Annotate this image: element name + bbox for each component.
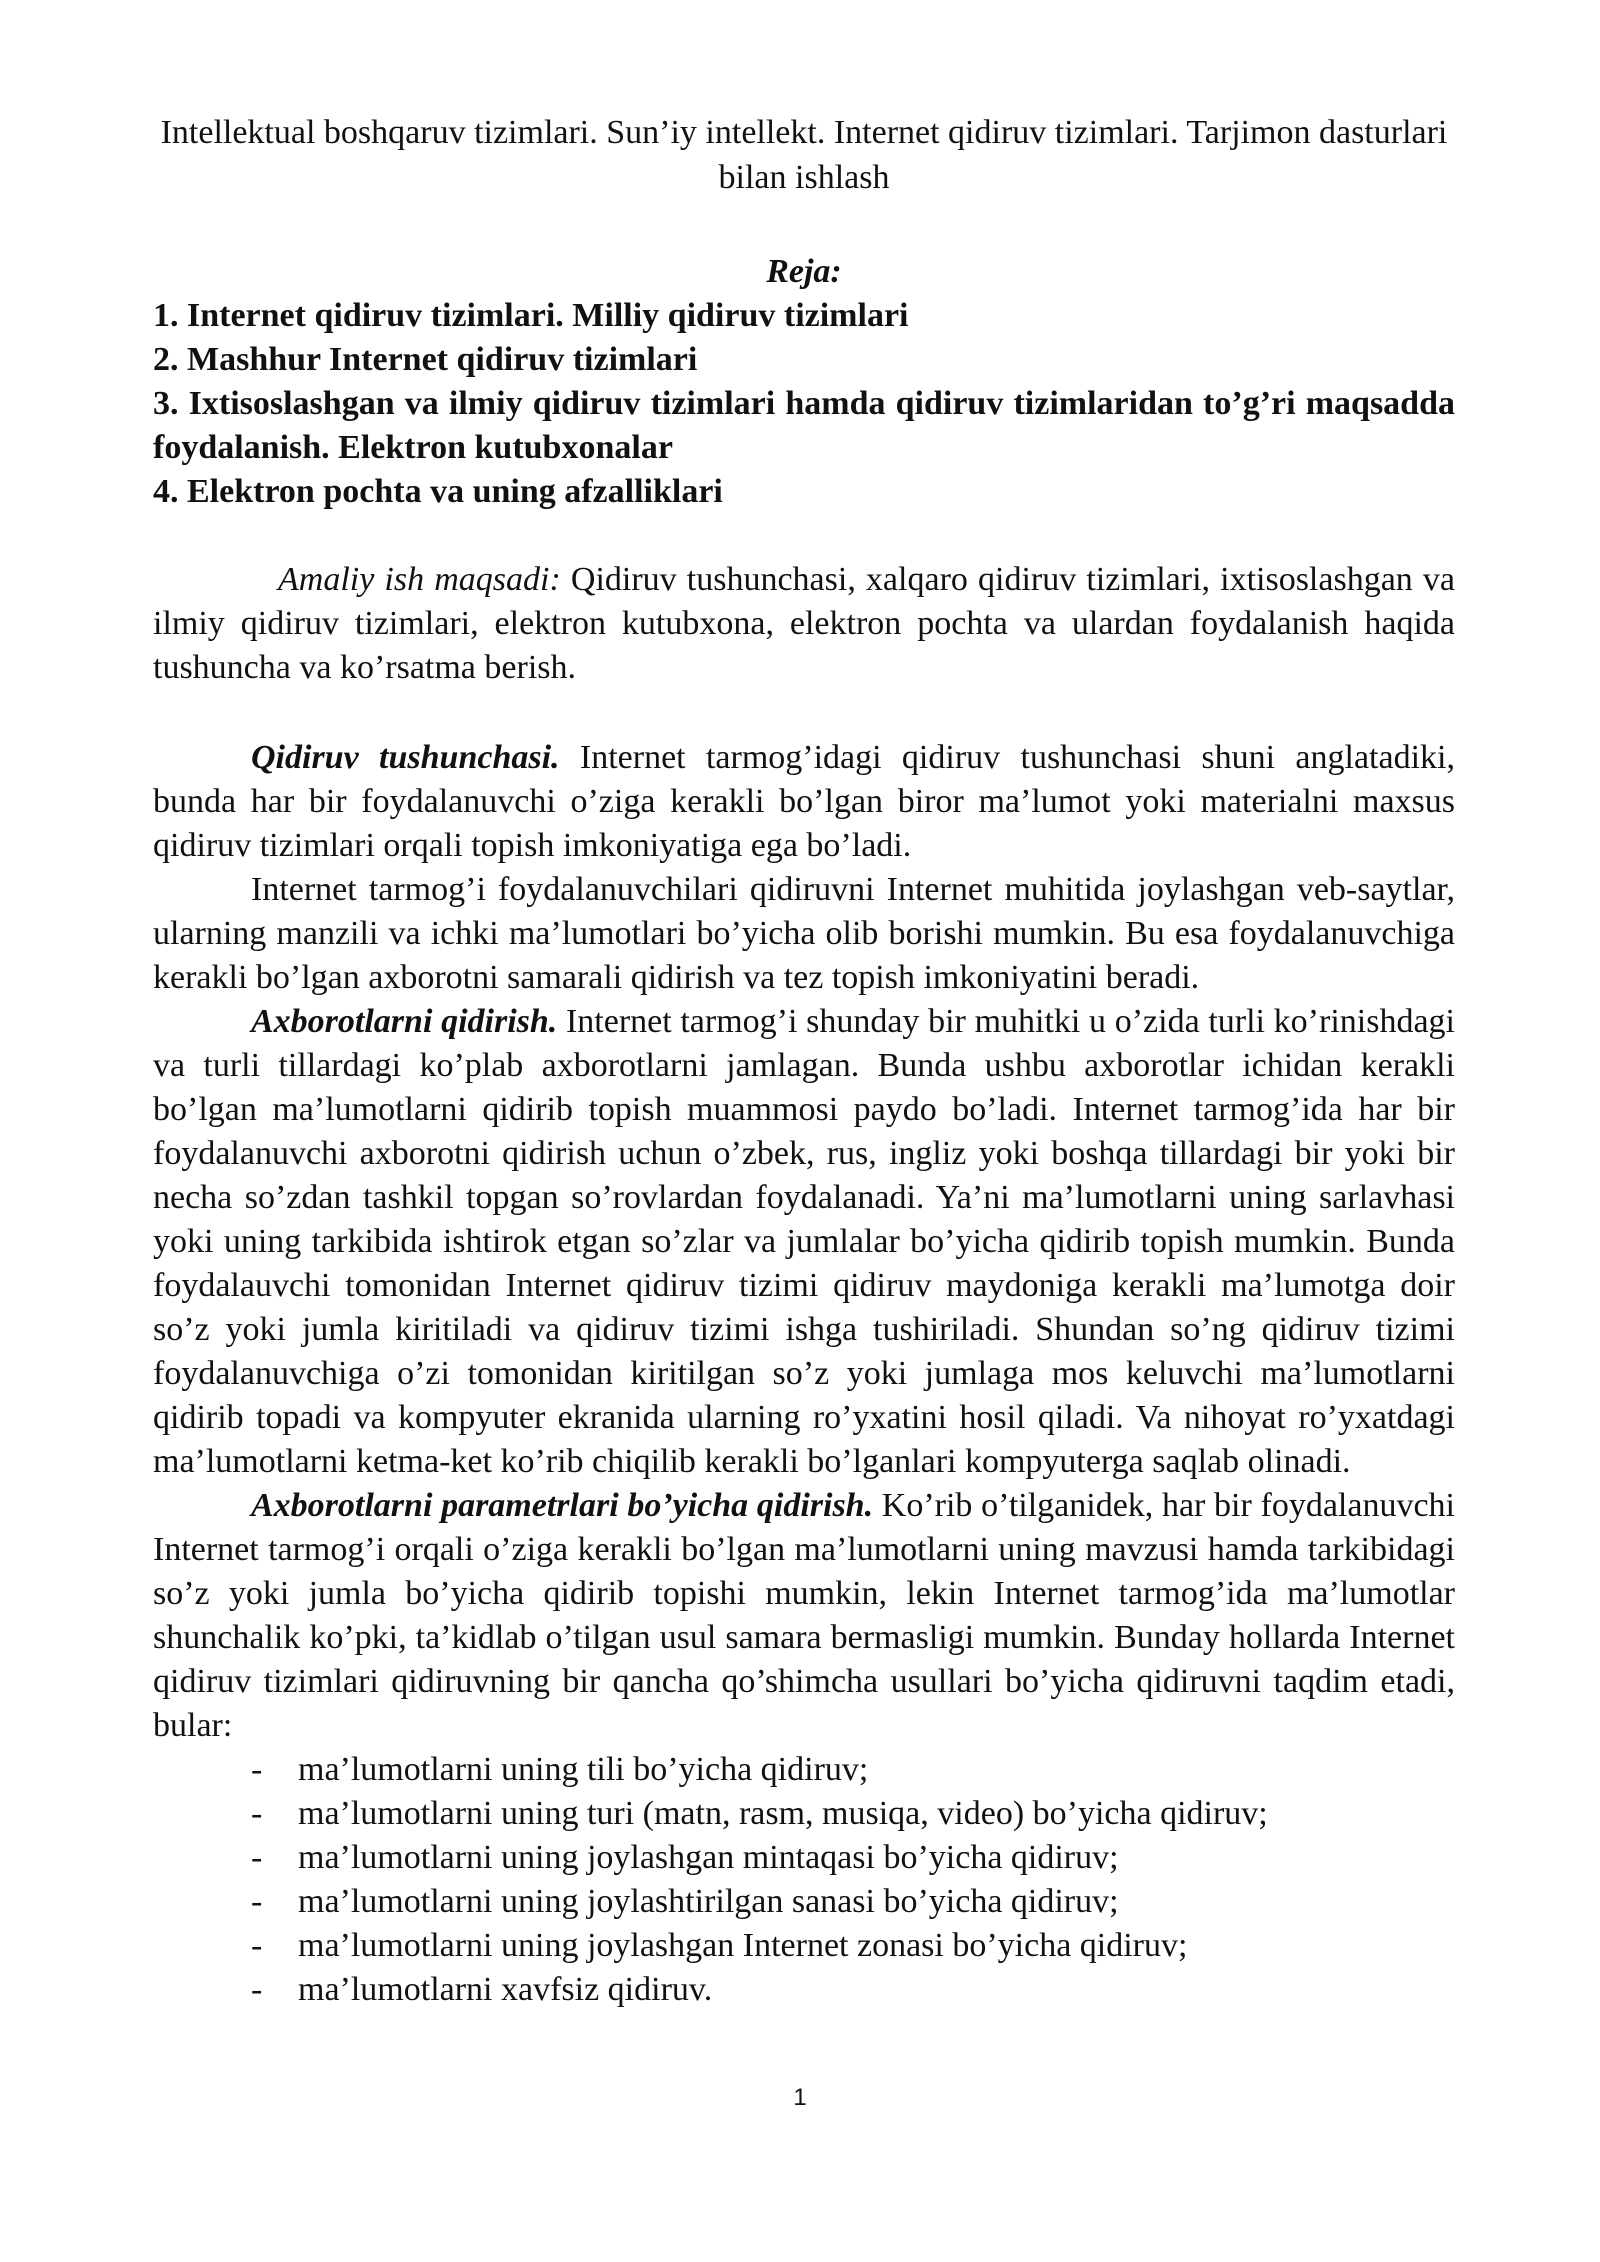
users-paragraph: Internet tarmog’i foydalanuvchilari qidiruvni Internet muhitida joylashgan veb-saytlar, ularning manzili va ichki ma’lumotlari bo’yicha olib borishi mumkin. Bu esa foydalanuvchiga kerakli bo’lgan axborotni samarali qidirish va tez topish imkoniyatini beradi. xyxy=(153,871,1455,996)
dash-marker: - xyxy=(251,1971,263,2008)
aim-text: Qidiruv tushunchasi, xalqaro qidiruv tizimlari, ixtisoslashgan va ilmiy qidiruv tizimlari, elektron kutubxona, elektron pochta va ulardan foydalanish haqida tushuncha va ko’rsatma berish. xyxy=(153,561,1455,686)
plan-item: 1. Internet qidiruv tizimlari. Milliy qidiruv tizimlari xyxy=(153,297,909,334)
dash-marker: - xyxy=(251,1883,263,1920)
plan-item: 3. Ixtisoslashgan va ilmiy qidiruv tizimlari hamda qidiruv tizimlaridan to’g’ri maqsadda foydalanish. Elektron kutubxonalar xyxy=(153,385,1455,466)
search-concept-paragraph xyxy=(153,736,1455,868)
list-item: - ma’lumotlarni xavfsiz qidiruv. xyxy=(153,1968,1455,2012)
aim-lead: Amaliy ish maqsadi: xyxy=(278,561,561,598)
plan-heading: Reja: xyxy=(766,253,842,290)
plan-list xyxy=(153,294,1455,514)
dash-marker: - xyxy=(251,1839,263,1876)
info-search-lead: Axborotlarni qidirish. xyxy=(251,1003,558,1040)
info-search-paragraph xyxy=(153,1000,1455,1484)
list-item: - ma’lumotlarni uning tili bo’yicha qidiruv; xyxy=(153,1748,1455,1792)
document-page xyxy=(153,110,1455,2012)
param-search-text: Ko’rib o’tilganidek, har bir foydalanuvchi Internet tarmog’i orqali o’ziga kerakli bo’lgan ma’lumotlarni uning mavzusi hamda tarkibidagi so’z yoki jumla bo’yicha qidirib topishi mumkin, lekin Internet tarmog’ida ma’lumotlar shunchalik ko’pki, ta’kidlab o’tilgan usul samara bermasligi mumkin. Bunday hollarda Internet qidiruv tizimlari qidiruvning bir qancha qo’shimcha usullari bo’yicha qidiruvni taqdim etadi, bular: xyxy=(153,1487,1455,1744)
page-number: 1 xyxy=(793,2084,807,2111)
plan-item: 2. Mashhur Internet qidiruv tizimlari xyxy=(153,341,698,378)
search-concept-lead: Qidiruv tushunchasi. xyxy=(251,739,560,776)
info-search-text: Internet tarmog’i shunday bir muhitki u o’zida turli ko’rinishdagi va turli tillardagi ko’plab axborotlarni jamlagan. Bunda ushbu axborotlar ichidan kerakli bo’lgan ma’lumotlarni qidirib topish muammosi paydo bo’ladi. Internet tarmog’ida har bir foydalanuvchi axborotni qidirish uchun o’zbek, rus, ingliz yoki boshqa tillardagi bir yoki bir necha so’zdan tashkil topgan so’rovlardan foydalanadi. Ya’ni ma’lumotlarni uning sarlavhasi yoki uning tarkibida ishtirok etgan so’zlar va jumlalar bo’yicha qidirib topish mumkin. Bunda foydalauvchi tomonidan Internet qidiruv tizimi qidiruv maydoniga kerakli ma’lumotga doir so’z yoki jumla kiritiladi va qidiruv tizimi ishga tushiriladi. Shundan so’ng qidiruv tizimi foydalanuvchiga o’zi tomonidan kiritilgan so’z yoki jumlaga mos keluvchi ma’lumotlarni qidirib topadi va kompyuter ekranida ularning ro’yxatini hosil qiladi. Va nihoyat ro’yxatdagi ma’lumotlarni ketma-ket ko’rib chiqilib kerakli bo’lganlari kompyuterga saqlab olinadi. xyxy=(153,1003,1455,1480)
list-item: - ma’lumotlarni uning joylashgan Internet zonasi bo’yicha qidiruv; xyxy=(153,1924,1455,1968)
dash-marker: - xyxy=(251,1751,263,1788)
search-concept-text: Internet tarmog’idagi qidiruv tushunchasi shuni anglatadiki, bunda har bir foydalanuvchi o’ziga kerakli bo’lgan biror ma’lumot yoki materialni maxsus qidiruv tizimlari orqali topish imkoniyatiga ega bo’ladi. xyxy=(153,739,1455,864)
plan-item: 4. Elektron pochta va uning afzalliklari xyxy=(153,473,723,510)
list-item: - ma’lumotlarni uning joylashtirilgan sanasi bo’yicha qidiruv; xyxy=(153,1880,1455,1924)
document-title: Intellektual boshqaruv tizimlari. Sun’iy intellekt. Internet qidiruv tizimlari. Tarjimon dasturlari bilan ishlash xyxy=(160,114,1448,196)
param-search-paragraph xyxy=(153,1484,1455,1748)
dash-marker: - xyxy=(251,1795,263,1832)
search-methods-list xyxy=(153,1748,1455,2012)
aim-paragraph xyxy=(153,558,1455,690)
dash-marker: - xyxy=(251,1927,263,1964)
list-item: - ma’lumotlarni uning joylashgan mintaqasi bo’yicha qidiruv; xyxy=(153,1836,1455,1880)
param-search-lead: Axborotlarni parametrlari bo’yicha qidirish. xyxy=(251,1487,874,1524)
list-item: - ma’lumotlarni uning turi (matn, rasm, musiqa, video) bo’yicha qidiruv; xyxy=(153,1792,1455,1836)
